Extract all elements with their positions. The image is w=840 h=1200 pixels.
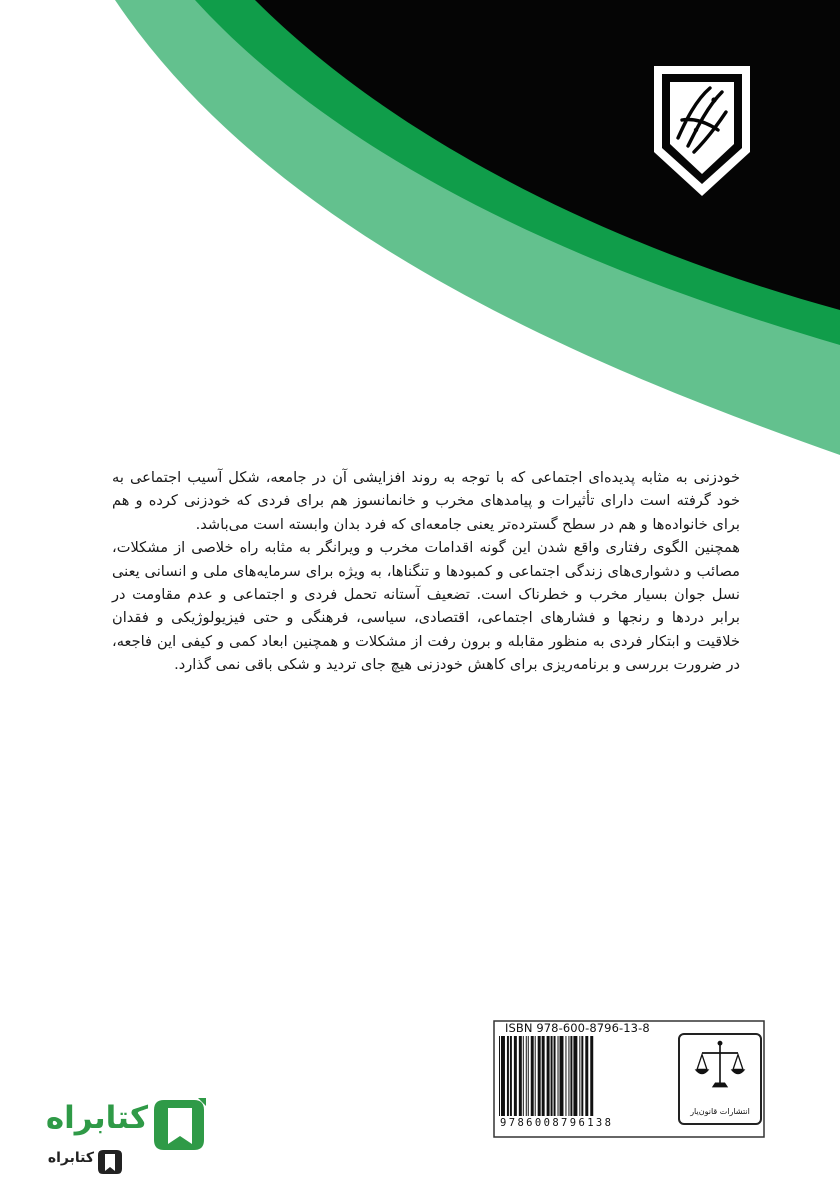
barcode-bar xyxy=(519,1036,522,1116)
barcode-bar xyxy=(565,1036,566,1116)
barcode-bar xyxy=(547,1036,550,1116)
barcode-bar xyxy=(531,1036,534,1116)
scales-of-justice-icon xyxy=(680,1035,760,1107)
barcode-bar xyxy=(514,1036,517,1116)
blurb-paragraph-2: همچنین الگوی رفتاری واقع شدن این گونه اقدامات مخرب و ویرانگر به مثابه راه خلاصی از مشکلات، مصائب و دشواری‌های زندگی اجتماعی و کمبودها و تنگناها، به ویژه برای سرمایه‌های ملی و انسانی یعنی نسل جوان بسیار مخرب و خطرناک است. تضعیف آستانه تحمل فردی و اجتماعی و عدم مقاومت در برابر دردها و رنجها و فشارهای اجتماعی، اقتصادی، سیاسی، فرهنگی و حتی فیزیولوژیکی و فقدان خلاقیت و ابتکار فردی به منظور مقابله و برون رفت از مشکلات و همچنین ابعاد کمی و کیفی این فاجعه، در ضرورت بررسی و برنامه‌ریزی برای کاهش خودزنی هیچ جای تردید و شکی باقی نمی گذارد. xyxy=(112,539,740,674)
barcode-bar xyxy=(554,1036,556,1116)
isbn-label: ISBN 978-600-8796-13-8 xyxy=(505,1021,650,1035)
barcode-bar xyxy=(528,1036,529,1116)
barcode-bar xyxy=(590,1036,593,1116)
blurb-paragraph-1: خودزنی به مثابه پدیده‌ای اجتماعی که با توجه به روند افزایشی آن در جامعه، شکل آسیب اجتماعی به خود گرفته است دارای تأثیرات و پیامدهای مخرب و خانمانسوز هم برای فردی که خودزنی کرده و هم برای خانواده‌ها و هم در سطح گسترده‌تر یعنی جامعه‌ای که فرد بدان وابسته است می‌باشد. xyxy=(112,469,740,533)
barcode-bar xyxy=(581,1036,583,1116)
back-cover-blurb xyxy=(112,466,740,677)
store-name-small: کتابراه xyxy=(47,1150,94,1166)
barcode-bar xyxy=(542,1036,545,1116)
barcode-bar xyxy=(568,1036,569,1116)
ketabrah-book-icon xyxy=(148,1094,210,1156)
barcode-bar xyxy=(585,1036,588,1116)
barcode-bar xyxy=(510,1036,512,1116)
barcode-bar xyxy=(560,1036,564,1116)
barcode-bar xyxy=(570,1036,572,1116)
barcode-bar xyxy=(499,1036,500,1116)
barcode-digits: 9786008796138 xyxy=(500,1117,614,1129)
isbn-barcode xyxy=(497,1036,667,1116)
barcode-bar xyxy=(523,1036,524,1116)
barcode-bar xyxy=(535,1036,536,1116)
barcode-bar xyxy=(501,1036,505,1116)
store-name-large: کتابراه xyxy=(45,1100,148,1136)
barcode-bar xyxy=(551,1036,553,1116)
publisher-name-label: انتشارات قانون‌یار xyxy=(690,1107,750,1116)
barcode-bar xyxy=(558,1036,559,1116)
barcode-bar xyxy=(579,1036,580,1116)
barcode-bar xyxy=(573,1036,577,1116)
barcode-bar xyxy=(526,1036,527,1116)
barcode-bar xyxy=(538,1036,541,1116)
barcode-bar xyxy=(507,1036,509,1116)
ketabrah-book-icon-small xyxy=(94,1146,126,1178)
publisher-emblem-icon xyxy=(648,60,756,200)
